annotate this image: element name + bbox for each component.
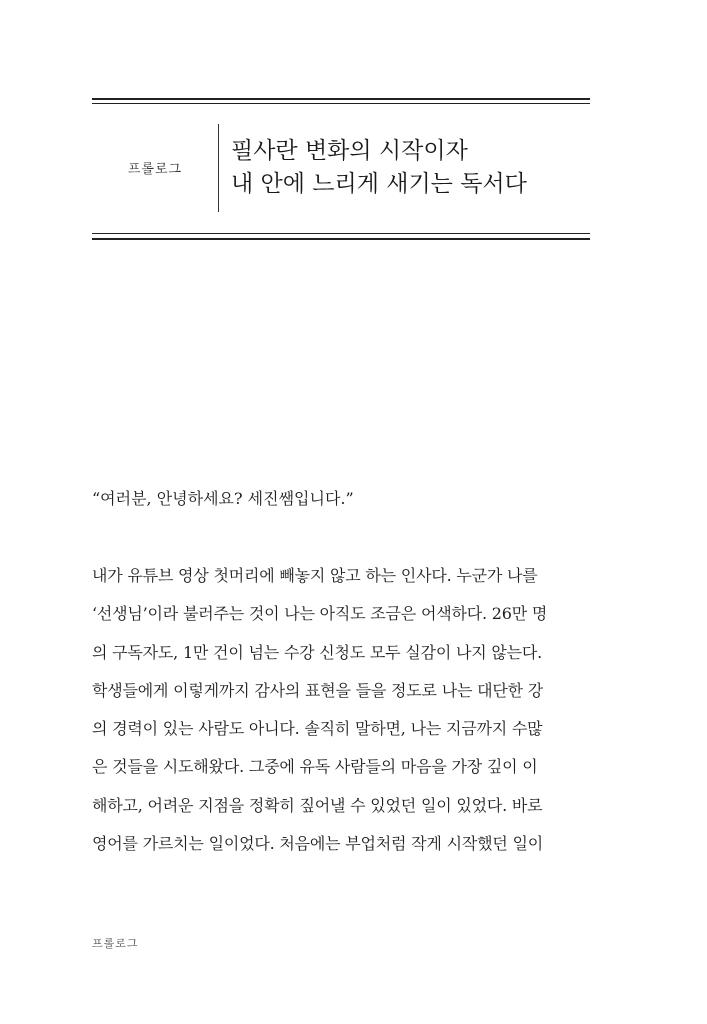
body-line: 해하고, 어려운 지점을 정확히 짚어낼 수 있었던 일이 있었다. 바로 — [92, 795, 543, 815]
chapter-title-line-2: 내 안에 느리게 새기는 독서다 — [231, 171, 527, 197]
chapter-title — [231, 135, 587, 201]
top-double-rule-inner — [92, 103, 590, 104]
opening-quote: “여러분, 안녕하세요? 세진쌤입니다.” — [92, 489, 354, 508]
body-paragraph — [92, 563, 592, 869]
body-line: 내가 유튜브 영상 첫머리에 빼놓지 않고 하는 인사다. 누군가 나를 — [92, 566, 538, 585]
running-footer: 프롤로그 — [92, 937, 139, 950]
title-divider — [218, 124, 219, 212]
body-line: ‘선생님’이라 불러주는 것이 나는 아직도 조금은 어색하다. 26만 명 — [92, 604, 548, 624]
body-line: 영어를 가르치는 일이었다. 처음에는 부업처럼 작게 시작했던 일이 — [92, 834, 544, 854]
body-line: 의 경력이 있는 사람도 아니다. 솔직히 말하면, 나는 지금까지 수많 — [92, 719, 543, 739]
top-double-rule-outer — [92, 98, 590, 100]
bottom-double-rule-inner — [92, 233, 590, 234]
bottom-double-rule-outer — [92, 238, 590, 240]
body-line: 은 것들을 시도해왔다. 그중에 유독 사람들의 마음을 가장 깊이 이 — [92, 757, 538, 777]
chapter-title-line-1: 필사란 변화의 시작이자 — [231, 138, 468, 164]
body-line: 의 구독자도, 1만 건이 넘는 수강 신청도 모두 실감이 나지 않는다. — [92, 642, 543, 662]
body-line: 학생들에게 이렇게까지 감사의 표현을 들을 정도로 나는 대단한 강 — [92, 680, 544, 700]
chapter-label: 프롤로그 — [127, 162, 183, 177]
